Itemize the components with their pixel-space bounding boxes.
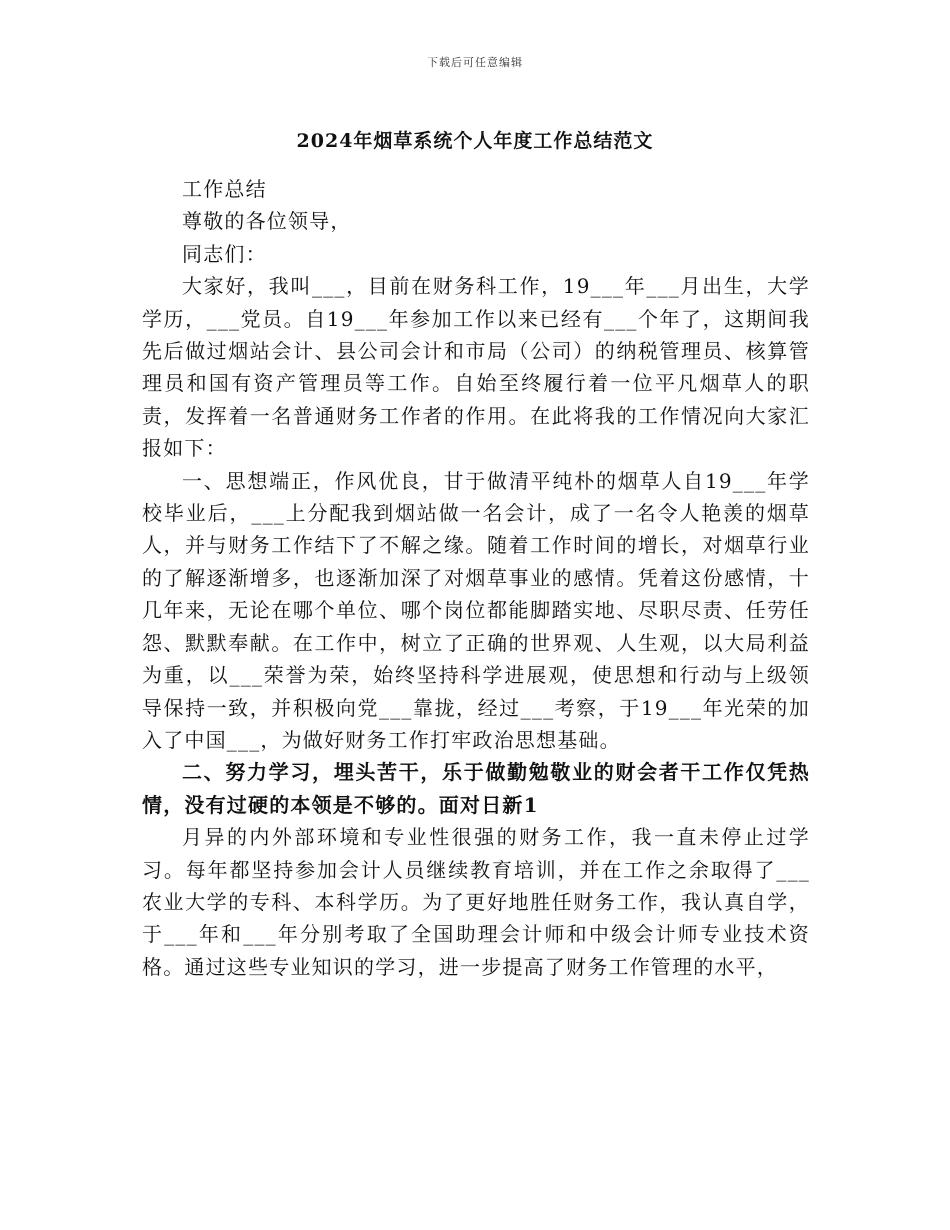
paragraph: 大家好，我叫___，目前在财务科工作，19___年___月出生，大学学历，___党员。自19___年参加工作以来已经有___个年了，这期间我先后做过烟站会计、县公司会计和市局（公司）的纳税管理员、核算管理员和国有资产管理员等工作。自始至终履行着一位平凡烟草人的职责，发挥着一名普通财务工作者的作用。在此将我的工作情况向大家汇报如下： bbox=[142, 274, 810, 461]
paragraph: 一、思想端正，作风优良，甘于做清平纯朴的烟草人自19___年学校毕业后，___上分配我到烟站做一名会计，成了一名令人艳羡的烟草人，并与财务工作结下了不解之缘。随着工作时间的增长，对烟草行业的了解逐渐增多，也逐渐加深了对烟草事业的感情。凭着这份感情，十几年来，无论在哪个单位、哪个岗位都能脚踏实地、尽职尽责、任劳任怨、默默奉献。在工作中，树立了正确的世界观、人生观，以大局利益为重，以___荣誉为荣，始终坚持科学进展观，使思想和行动与上级领导保持一致，并积极向党___靠拢，经过___考察，于19___年光荣的加入了中国___，为做好财务工作打牢政治思想基础。 bbox=[142, 468, 810, 752]
document-body bbox=[142, 173, 810, 983]
paragraph: 同志们： bbox=[182, 241, 267, 266]
header-note: 下载后可任意编辑 bbox=[427, 56, 523, 69]
paragraph: 尊敬的各位领导， bbox=[182, 209, 352, 234]
paragraph: 月异的内外部环境和专业性很强的财务工作，我一直未停止过学习。每年都坚持参加会计人员继续教育培训，并在工作之余取得了___农业大学的专科、本科学历。为了更好地胜任财务工作，我认真自学，于___年和___年分别考取了全国助理会计师和中级会计师专业技术资格。通过这些专业知识的学习，进一步提高了财务工作管理的水平， bbox=[142, 825, 810, 979]
section-heading-paragraph: 二、努力学习，埋头苦干，乐于做勤勉敬业的财会者干工作仅凭热情，没有过硬的本领是不够的。面对日新1 bbox=[142, 760, 810, 817]
document-title: 2024年烟草系统个人年度工作总结范文 bbox=[296, 130, 654, 152]
paragraph: 工作总结 bbox=[182, 177, 267, 201]
